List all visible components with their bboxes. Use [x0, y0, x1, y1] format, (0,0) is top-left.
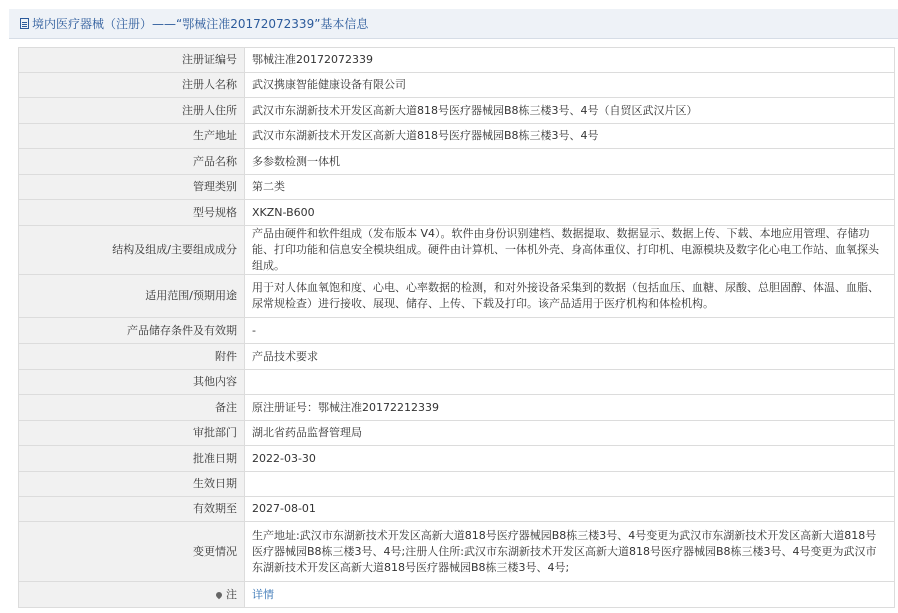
- row-label-category: 管理类别: [19, 175, 245, 200]
- table-row: [19, 522, 895, 582]
- table-row: [19, 200, 895, 226]
- table-row: [19, 497, 895, 522]
- table-row: [19, 344, 895, 370]
- row-value-category: 第二类: [245, 175, 895, 200]
- row-value-product-name: 多参数检测一体机: [245, 149, 895, 175]
- table-row: [19, 446, 895, 472]
- row-label-registrant-address: 注册人住所: [19, 98, 245, 124]
- row-value-attachment: 产品技术要求: [245, 344, 895, 370]
- location-pin-icon: [215, 590, 223, 598]
- table-row: [19, 175, 895, 200]
- table-row: [19, 48, 895, 73]
- row-value-approval-dept: 湖北省药品监督管理局: [245, 421, 895, 446]
- row-value-other: [245, 370, 895, 395]
- table-row: [19, 395, 895, 421]
- row-value-model: XKZN-B600: [245, 200, 895, 226]
- table-row: [19, 73, 895, 98]
- device-info-table: [18, 47, 895, 608]
- row-label-remarks: 备注: [19, 395, 245, 421]
- row-label-storage: 产品储存条件及有效期: [19, 318, 245, 344]
- page-header: [9, 9, 898, 39]
- row-label-structure: 结构及组成/主要组成成分: [19, 226, 245, 275]
- row-label-other: 其他内容: [19, 370, 245, 395]
- row-value-intended-use: 用于对人体血氧饱和度、心电、心率数据的检测，和对外接设备采集到的数据（包括血压、血糖、尿酸、总胆固醇、体温、血脂、尿常规检查）进行接收、展现、储存、上传、下载及打印。该产品适用于医疗机构和体检机构。: [245, 275, 895, 318]
- table-row: [19, 149, 895, 175]
- row-value-approval-date: 2022-03-30: [245, 446, 895, 472]
- page-title: 境内医疗器械（注册）——“鄂械注准20172072339”基本信息: [32, 17, 369, 31]
- table-row: [19, 98, 895, 124]
- table-row: [19, 318, 895, 344]
- row-value-detail: [245, 582, 895, 608]
- row-label-changes: 变更情况: [19, 522, 245, 582]
- row-label-production-address: 生产地址: [19, 124, 245, 149]
- row-label-approval-dept: 审批部门: [19, 421, 245, 446]
- row-label-note: [19, 582, 245, 608]
- row-label-expiry-date: 有效期至: [19, 497, 245, 522]
- document-icon: [20, 18, 29, 29]
- table-row: [19, 226, 895, 275]
- row-value-changes: 生产地址:武汉市东湖新技术开发区高新大道818号医疗器械园B8栋三楼3号、4号变更为武汉市东湖新技术开发区高新大道818号医疗器械园B8栋三楼3号、4号;注册人住所:武汉市东湖新技术开发区高新大道818号医疗器械园B8栋三楼3号、4号变更为武汉市东湖新技术开发区高新大道818号医疗器械园B8栋三楼3号、4号;: [245, 522, 895, 582]
- row-value-storage: -: [245, 318, 895, 344]
- row-label-intended-use: 适用范围/预期用途: [19, 275, 245, 318]
- row-label-model: 型号规格: [19, 200, 245, 226]
- row-value-production-address: 武汉市东湖新技术开发区高新大道818号医疗器械园B8栋三楼3号、4号: [245, 124, 895, 149]
- table-row: [19, 124, 895, 149]
- note-label: 注: [226, 587, 237, 601]
- row-label-product-name: 产品名称: [19, 149, 245, 175]
- row-label-reg-number: 注册证编号: [19, 48, 245, 73]
- row-value-registrant-address: 武汉市东湖新技术开发区高新大道818号医疗器械园B8栋三楼3号、4号（自贸区武汉片区）: [245, 98, 895, 124]
- table-row: [19, 275, 895, 318]
- row-value-registrant-name: 武汉携康智能健康设备有限公司: [245, 73, 895, 98]
- row-value-effective-date: [245, 472, 895, 497]
- row-value-remarks: 原注册证号：鄂械注准20172212339: [245, 395, 895, 421]
- table-row: [19, 582, 895, 608]
- table-row: [19, 421, 895, 446]
- row-label-attachment: 附件: [19, 344, 245, 370]
- row-label-registrant-name: 注册人名称: [19, 73, 245, 98]
- row-value-structure: 产品由硬件和软件组成（发布版本 V4）。软件由身份识别建档、数据提取、数据显示、数据上传、下载、本地应用管理、存储功能、打印功能和信息安全模块组成。硬件由计算机、一体机外壳、身高体重仪、打印机、电源模块及数字化心电工作站、血氧探头组成。: [245, 226, 895, 275]
- table-row: [19, 370, 895, 395]
- row-label-approval-date: 批准日期: [19, 446, 245, 472]
- row-label-effective-date: 生效日期: [19, 472, 245, 497]
- row-value-expiry-date: 2027-08-01: [245, 497, 895, 522]
- table-row: [19, 472, 895, 497]
- row-value-reg-number: 鄂械注准20172072339: [245, 48, 895, 73]
- detail-link[interactable]: 详情: [252, 587, 274, 601]
